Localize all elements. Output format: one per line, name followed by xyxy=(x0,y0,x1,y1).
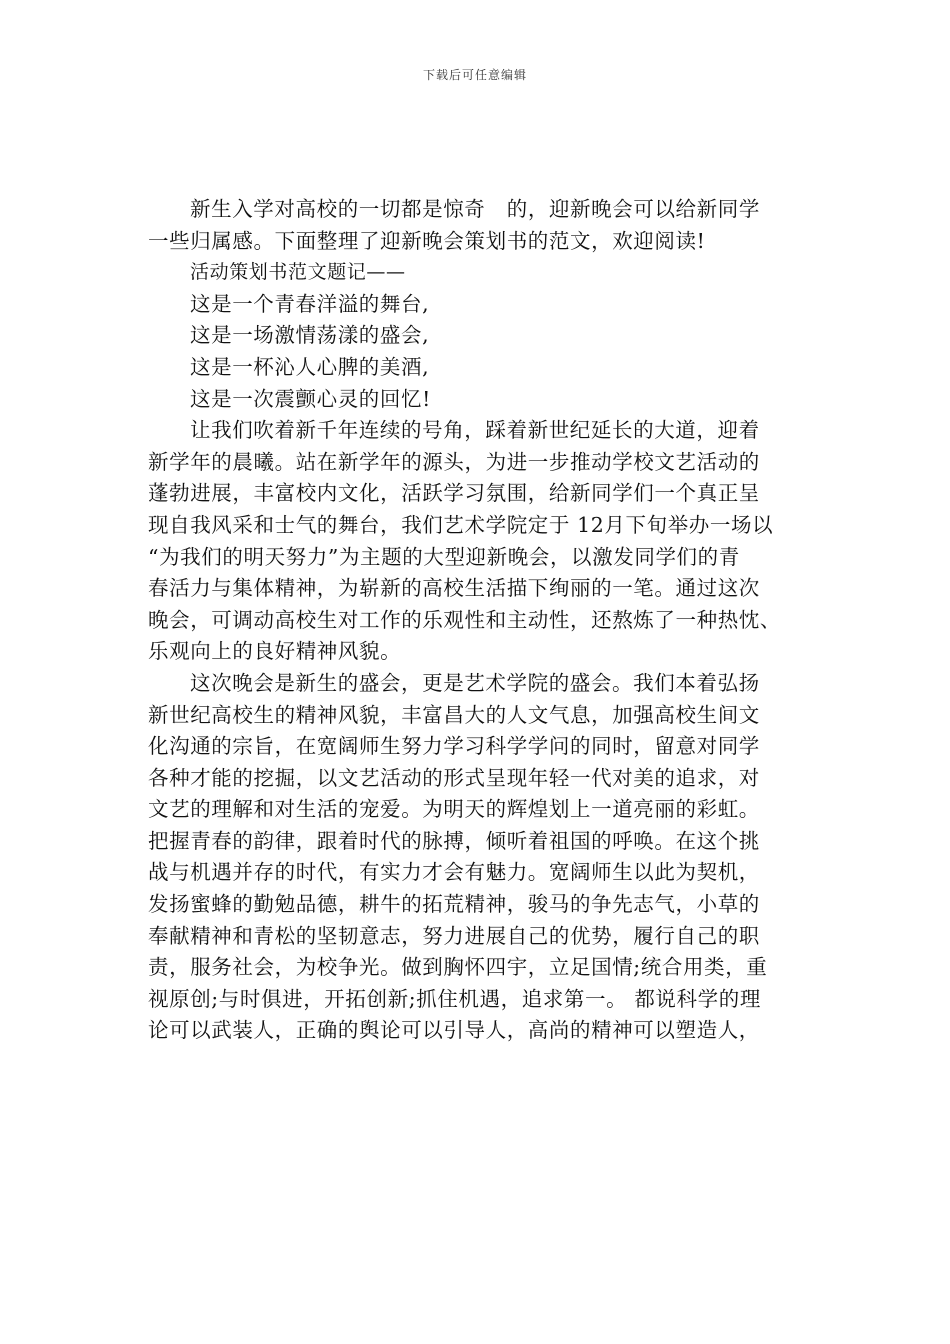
document-body xyxy=(148,194,828,1047)
text-line: 蓬勃进展，丰富校内文化，活跃学习氛围，给新同学们一个真正呈 xyxy=(148,481,760,506)
text-line: 春活力与集体精神，为崭新的高校生活描下绚丽的一笔。通过这次 xyxy=(148,576,760,601)
text-line: 乐观向上的良好精神风貌。 xyxy=(148,639,402,664)
text-line: 晚会，可调动高校生对工作的乐观性和主动性，还熬炼了一种热忱、 xyxy=(148,607,781,632)
text-line: 发扬蜜蜂的勤勉品德，耕牛的拓荒精神，骏马的争先志气，小草的 xyxy=(148,892,760,917)
text-line: 新世纪高校生的精神风貌，丰富昌大的人文气息，加强高校生间文 xyxy=(148,702,760,727)
text-line: 新生入学对高校的一切都是惊奇 的，迎新晚会可以给新同学 xyxy=(190,197,760,221)
text-line: 奉献精神和青松的坚韧意志，努力进展自己的优势，履行自己的职 xyxy=(148,923,760,948)
text-line: 化沟通的宗旨，在宽阔师生努力学习科学学问的同时，留意对同学 xyxy=(148,734,760,759)
text-line: 各种才能的挖掘，以文艺活动的形式呈现年轻一代对美的追求，对 xyxy=(148,765,760,790)
text-line: 新学年的晨曦。站在新学年的源头，为进一步推动学校文艺活动的 xyxy=(148,449,760,474)
text-line: 这是一个青春洋溢的舞台, xyxy=(190,291,430,316)
text-line: 论可以武装人，正确的舆论可以引导人，高尚的精神可以塑造人， xyxy=(148,1018,760,1043)
text-line: 责，服务社会，为校争光。做到胸怀四宇，立足国情;统合用类，重 xyxy=(148,955,768,980)
text-line: 把握青春的韵律，跟着时代的脉搏，倾听着祖国的呼唤。在这个挑 xyxy=(148,828,760,853)
text-line: 让我们吹着新千年连续的号角，踩着新世纪延长的大道，迎着 xyxy=(190,418,760,443)
text-line: 战与机遇并存的时代，有实力才会有魅力。宽阔师生以此为契机， xyxy=(148,860,760,885)
text-line: 现自我风采和士气的舞台，我们艺术学院定于 12月下旬举办一场以 xyxy=(148,512,774,537)
text-line: 这次晚会是新生的盛会，更是艺术学院的盛会。我们本着弘扬 xyxy=(190,670,760,695)
text-line: “为我们的明天努力”为主题的大型迎新晚会，以激发同学们的青 xyxy=(148,544,740,569)
text-line: 活动策划书范文题记—— xyxy=(190,261,406,284)
text-line: 这是一杯沁人心脾的美酒, xyxy=(190,354,430,379)
text-line: 这是一次震颤心灵的回忆! xyxy=(190,386,431,411)
page-header: 下载后可任意编辑 xyxy=(422,68,527,82)
text-line: 一些归属感。下面整理了迎新晚会策划书的范文，欢迎阅读! xyxy=(148,228,706,253)
text-line: 视原创;与时俱进，开拓创新;抓住机遇，追求第一。 都说科学的理 xyxy=(148,986,761,1011)
text-line: 这是一场激情荡漾的盛会, xyxy=(190,323,430,348)
text-line: 文艺的理解和对生活的宠爱。为明天的辉煌划上一道亮丽的彩虹。 xyxy=(148,797,760,822)
